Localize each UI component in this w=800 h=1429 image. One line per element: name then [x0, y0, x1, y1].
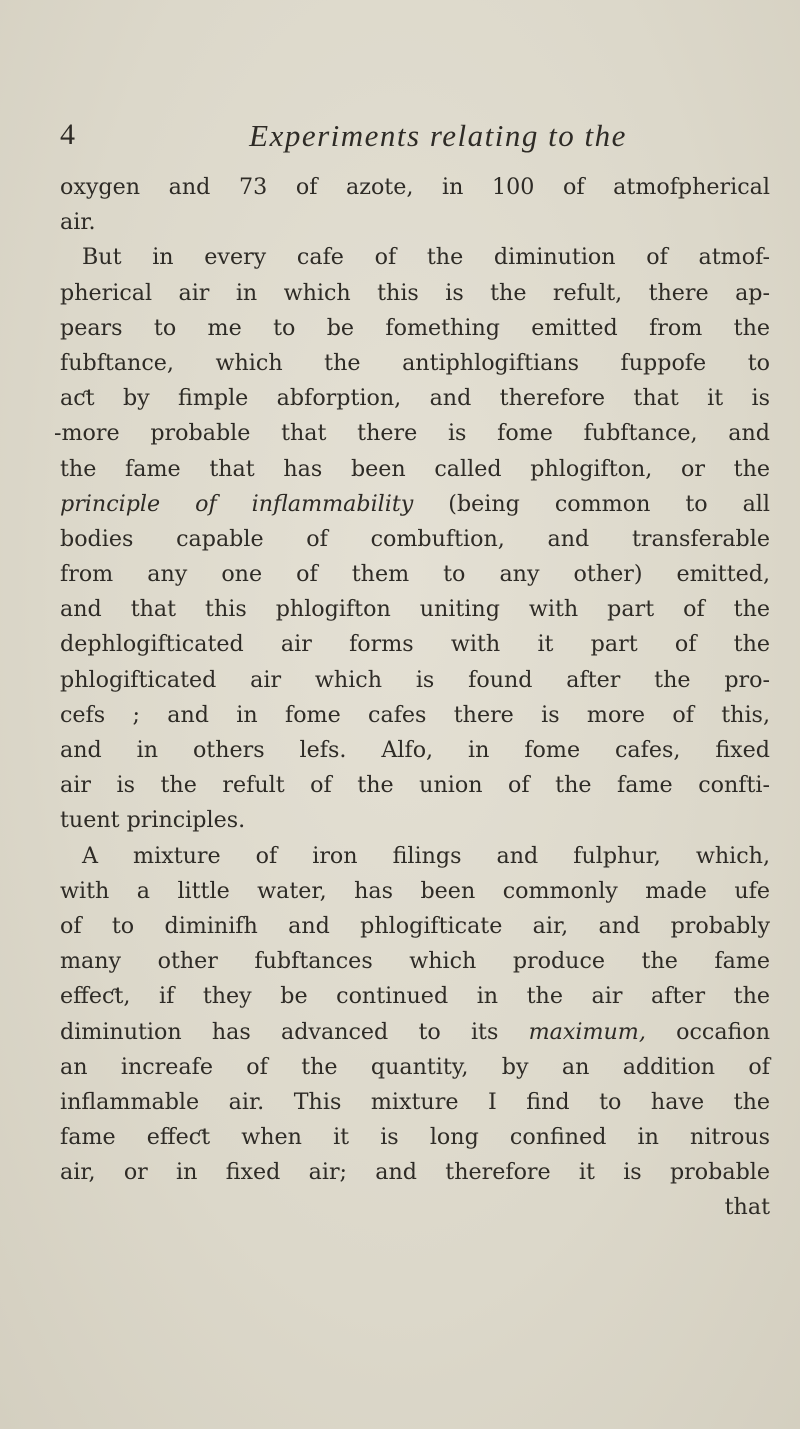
catchword: that: [724, 1194, 770, 1221]
text-line: [60, 1015, 770, 1050]
text-line: pears to me to be fomething emitted from the: [60, 314, 770, 341]
text-line: fubftance, which the antiphlogiftians fuppofe to: [60, 349, 770, 376]
text-line: air is the refult of the union of the fame confti-: [60, 772, 770, 799]
text-line: bodies capable of combuftion, and transferable: [60, 525, 770, 552]
text-line: fame effeƈt when it is long confined in nitrous: [60, 1124, 770, 1151]
text-line: with a little water, has been commonly made ufe: [60, 877, 770, 904]
text-fragment: (being common to all: [413, 490, 770, 517]
text-line: an increafe of the quantity, by an addition of: [60, 1053, 770, 1080]
text-line: aƈt by fimple abforption, and therefore that it is: [60, 385, 770, 412]
body-text: [54, 170, 770, 1226]
text-line: air.: [60, 209, 96, 236]
page-number: 4: [60, 118, 75, 151]
text-line: of to diminifh and phlogifticate air, and probably: [60, 912, 770, 939]
text-line: A mixture of iron filings and fulphur, which,: [82, 842, 770, 869]
italic-phrase: principle of inflammability: [60, 490, 414, 517]
text-line: inflammable air. This mixture I find to have the: [60, 1088, 770, 1115]
italic-word: maximum,: [528, 1018, 646, 1045]
text-line: effeƈt, if they be continued in the air after the: [60, 983, 770, 1010]
running-head: Experiments relating to the: [249, 118, 627, 153]
text-line: [60, 487, 770, 522]
text-line: and in others lefs. Alfo, in fome cafes, fixed: [60, 737, 770, 763]
text-line: cefs ; and in fome cafes there is more of this,: [60, 701, 770, 728]
page-header: [60, 118, 760, 168]
text-line: air, or in fixed air; and therefore it is probable: [60, 1159, 770, 1186]
text-fragment: occafion: [645, 1018, 770, 1045]
text-line: dephlogifticated air forms with it part of the: [60, 631, 770, 658]
text-line: oxygen and 73 of azote, in 100 of atmofpherical: [60, 174, 770, 200]
text-fragment: diminution has advanced to its: [60, 1018, 529, 1045]
text-line: tuent principles.: [60, 807, 246, 834]
text-line: the fame that has been called phlogifton, or the: [60, 455, 770, 482]
text-line: from any one of them to any other) emitted,: [60, 561, 770, 588]
text-line: -more probable that there is fome fubftance, and: [54, 420, 770, 447]
text-line: and that this phlogifton uniting with part of the: [60, 596, 770, 623]
text-line: But in every cafe of the diminution of atmof-: [82, 244, 770, 271]
text-line: phlogifticated air which is found after the pro-: [60, 666, 770, 693]
text-line: many other fubftances which produce the fame: [60, 948, 770, 975]
text-line: pherical air in which this is the refult, there ap-: [60, 279, 770, 306]
